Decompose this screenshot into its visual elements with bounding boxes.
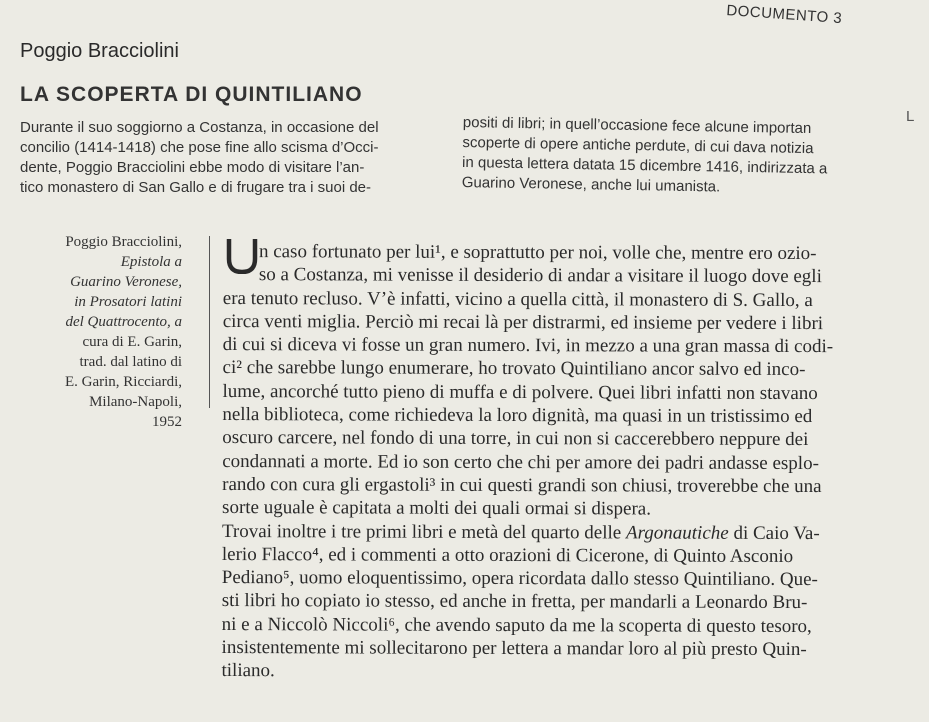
citation-line: del Quattrocento, a: [65, 314, 182, 330]
intro-line: dente, Poggio Bracciolini ebbe modo di visitare l’an-: [20, 159, 365, 176]
author-name: Poggio Bracciolini: [20, 40, 179, 62]
intro-line: positi di libri; in quell’occasione fece alcune importan: [462, 113, 812, 138]
text-line: era tenuto recluso. V’è infatti, vicino a quella città, il monastero di S. Gallo, a: [222, 287, 813, 311]
text-line: ni e a Niccolò Niccoli⁶, che avendo saputo da me la scoperta di questo tesoro,: [221, 613, 812, 637]
citation-line: Epistola a: [120, 254, 182, 270]
intro-line: Durante il suo soggiorno a Costanza, in occasione del: [20, 119, 379, 136]
text-line: nella biblioteca, come richiedeva la loro dignità, ma quasi in un tristissimo ed: [222, 404, 813, 428]
intro-column-left: [20, 118, 379, 198]
intro-column-right: [462, 113, 829, 199]
text-line: Pediano⁵, uomo eloquentissimo, opera ricordata dallo stesso Quintiliano. Que-: [221, 567, 818, 591]
intro-line: concilio (1414-1418) che pose fine allo scisma d’Occi-: [20, 139, 379, 156]
text-line: condannati a morte. Ed io son certo che chi per amore dei padri andasse esplo-: [222, 450, 819, 474]
text-line: insistentemente mi sollecitarono per lettera a mandar loro al più presto Quin-: [221, 637, 807, 661]
page-title: LA SCOPERTA DI QUINTILIANO: [20, 83, 363, 106]
text-line: ci² che sarebbe lungo enumerare, ho trovato Quintiliano ancor salvo ed inco-: [222, 357, 806, 381]
text-line: sti libri ho copiato io stesso, ed anche in fretta, per mandarli a Leonardo Bru-: [221, 590, 808, 614]
source-citation: [12, 232, 182, 432]
text-line: di cui si diceva vi fosse un gran numero. Ivi, in mezzo a una gran massa di codi-: [222, 334, 834, 358]
citation-line: Milano-Napoli,: [89, 394, 182, 410]
citation-line: E. Garin, Ricciardi,: [64, 374, 182, 390]
text-line: sorte uguale è capitata a molti dei quali ormai si dispera.: [222, 497, 652, 520]
text-line: [222, 520, 833, 545]
text-line: so a Costanza, mi venisse il desiderio di andar a visitare il luogo dove egli: [258, 264, 822, 288]
text-line: tiliano.: [221, 660, 275, 682]
text-line: lerio Flacco⁴, ed i commenti a otto orazioni di Cicerone, di Quinto Asconio: [221, 543, 794, 567]
intro-line: tico monastero di San Gallo e di frugare tra i suoi de-: [20, 179, 372, 196]
citation-line: Poggio Bracciolini,: [65, 234, 182, 250]
column-divider: [209, 236, 210, 408]
document-number-tag: DOCUMENTO 3: [725, 2, 843, 28]
text-line: lume, ancorché tutto pieno di muffa e di polvere. Quei libri infatti non stavano: [222, 380, 818, 404]
work-title: Argonautiche: [625, 521, 729, 544]
text-segment: Trovai inoltre i tre primi libri e metà del quarto delle: [221, 520, 622, 543]
citation-line: trad. dal latino di: [79, 354, 182, 370]
citation-line: cura di E. Garin,: [82, 334, 182, 350]
text-line: oscuro carcere, nel fondo di una torre, in cui non si caccerebbero neppure dei: [222, 427, 809, 451]
citation-line: in Prosatori latini: [74, 294, 182, 310]
text-line: circa venti miglia. Perciò mi recai là per distrarmi, ed insieme per vedere i libri: [222, 310, 824, 334]
cropped-margin-letter: L: [906, 108, 915, 125]
text-segment: di Caio Va-: [728, 522, 820, 544]
intro-line: in questa lettera datata 15 dicembre 1416, indirizzata a: [461, 153, 828, 178]
citation-line: 1952: [152, 414, 182, 430]
text-line: rando con cura gli ergastoli³ in cui questi grandi son chiusi, troverebbe che una: [222, 473, 822, 498]
citation-line: Guarino Veronese,: [70, 274, 182, 290]
intro-line: Guarino Veronese, anche lui umanista.: [461, 173, 721, 196]
intro-line: scoperte di opere antiche perdute, di cui dava notizia: [462, 133, 814, 158]
text-line: n caso fortunato per lui¹, e soprattutto per noi, volle che, mentre ero ozio-: [258, 241, 817, 265]
letter-body: [221, 240, 833, 685]
